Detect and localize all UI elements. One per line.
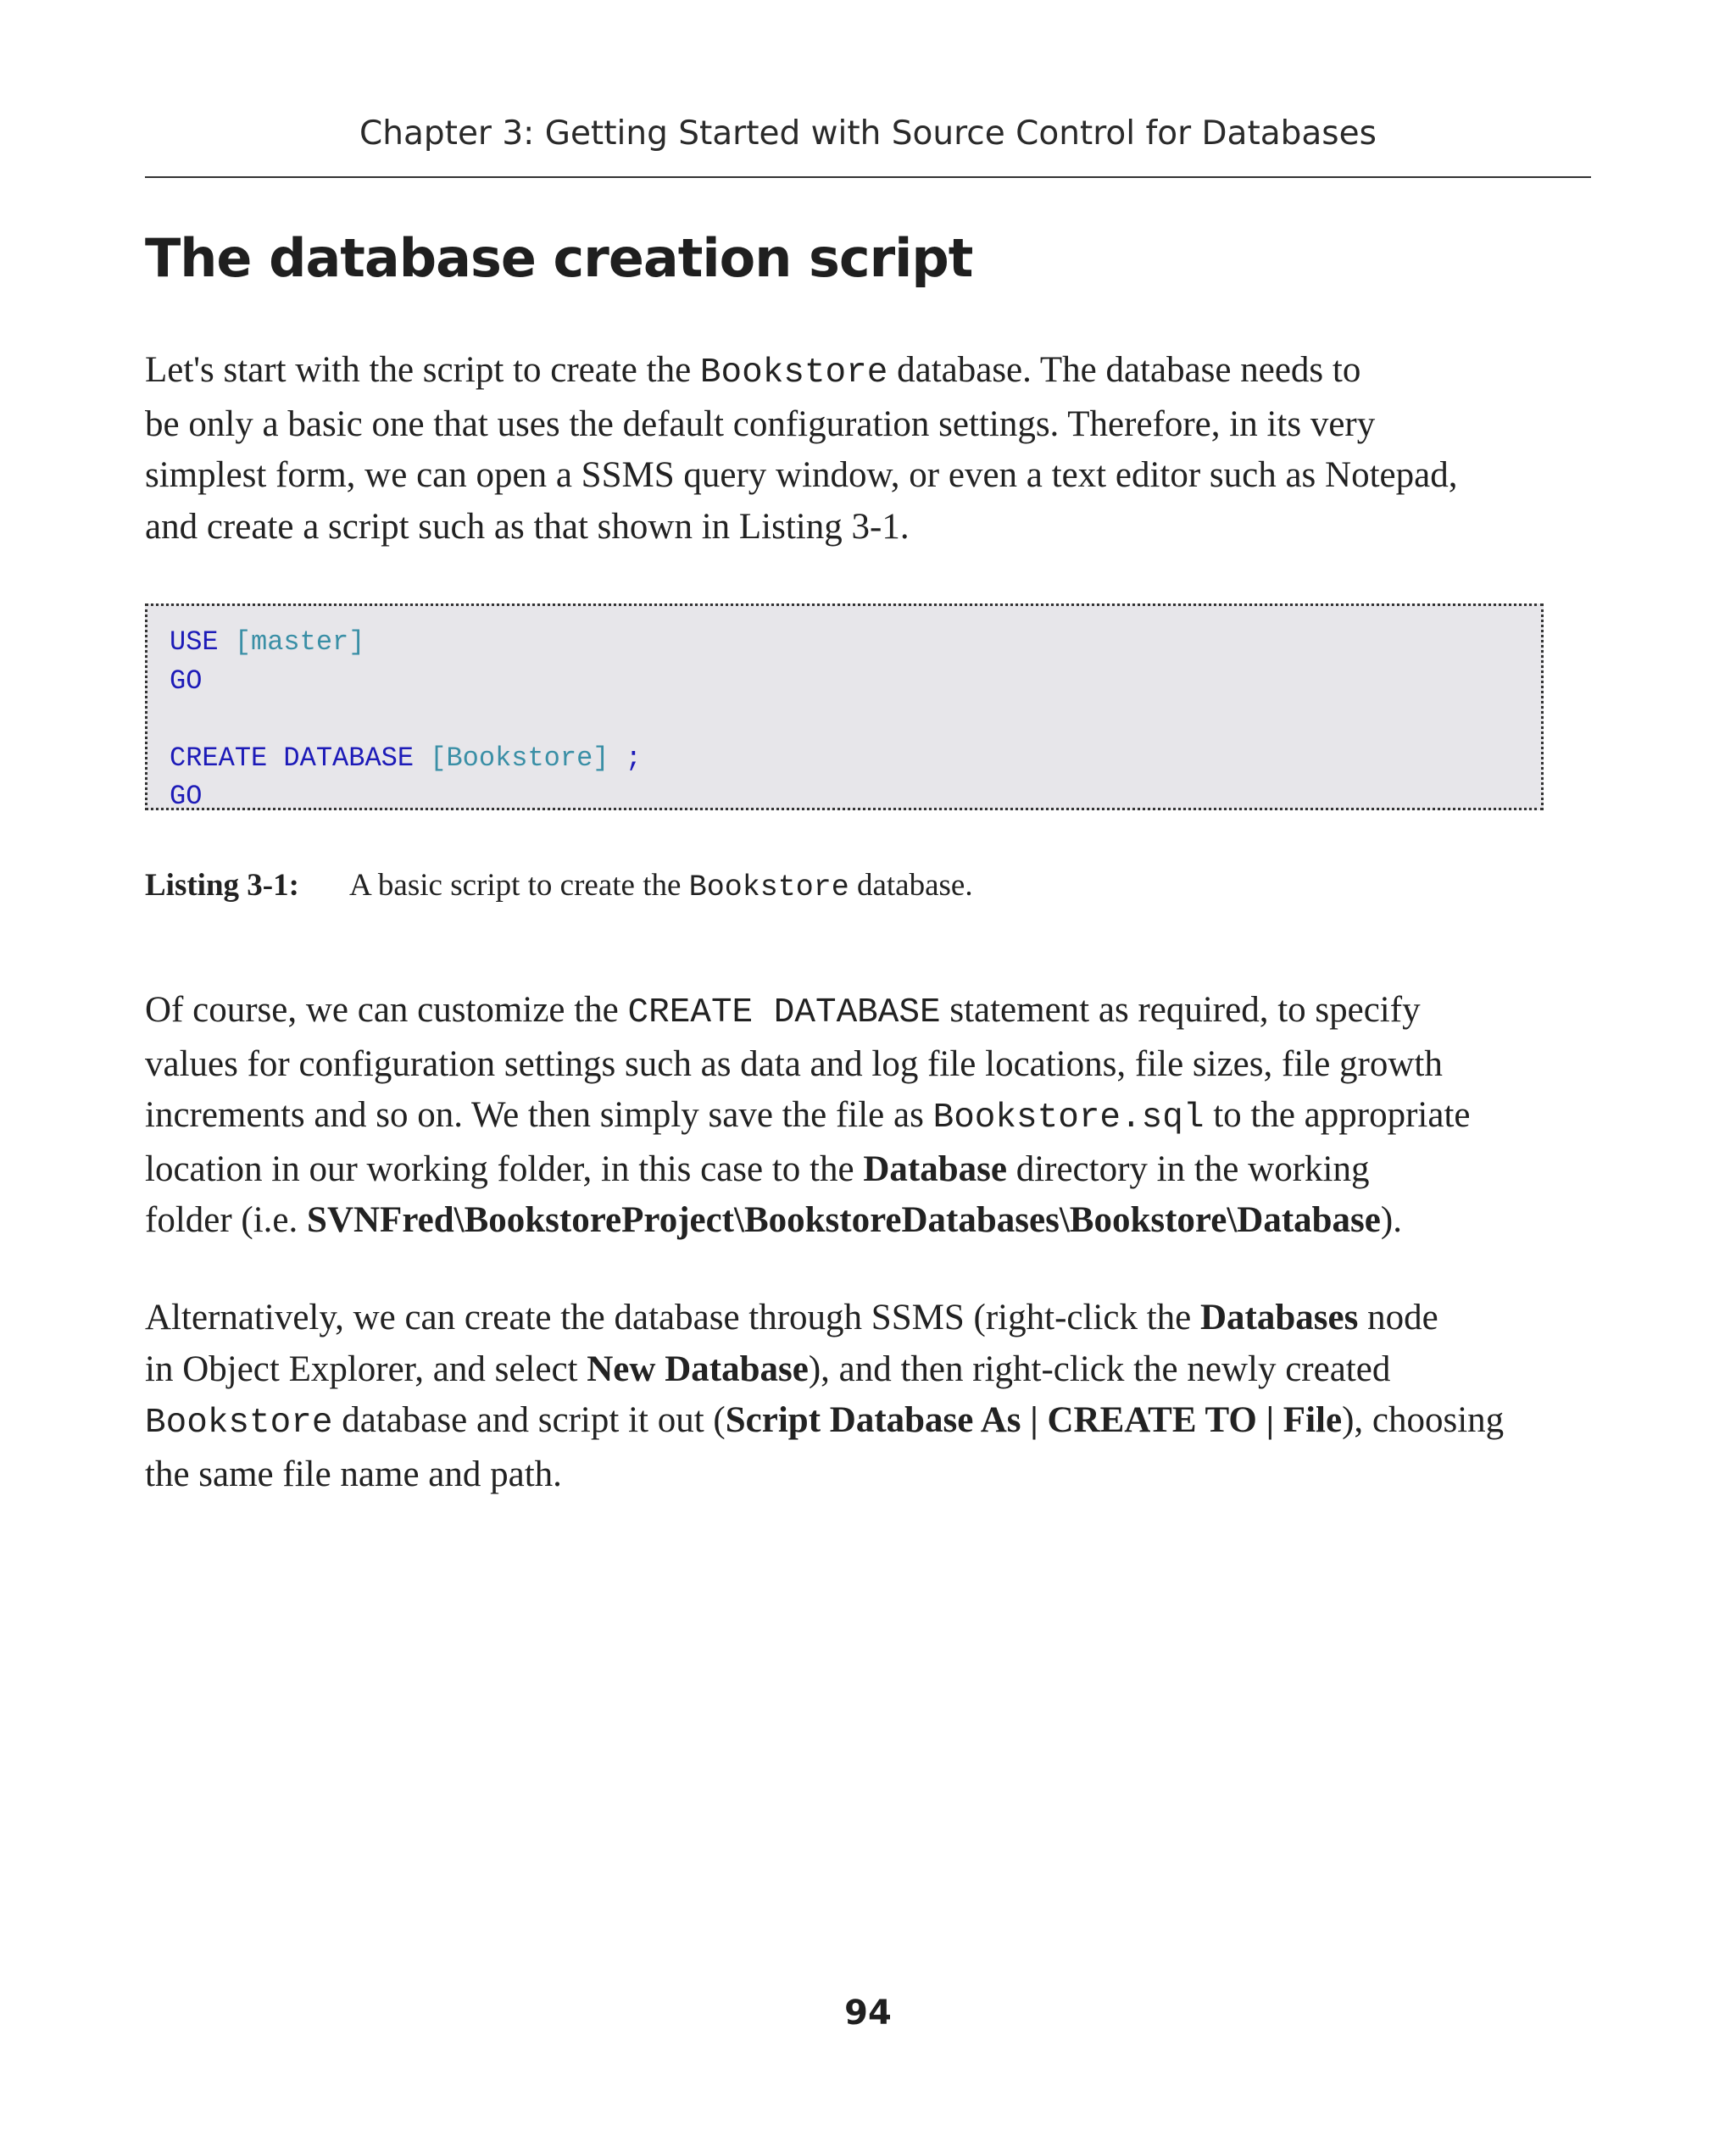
- text-run: database. The database needs to: [887, 350, 1361, 390]
- text-run: to the appropriate: [1204, 1095, 1471, 1135]
- paragraph-line: [145, 1344, 1596, 1396]
- code-line: [170, 623, 1541, 662]
- paragraph-line: simplest form, we can open a SSMS query window, or even a text editor such as Notepad,: [145, 455, 1458, 495]
- inline-code: CREATE DATABASE: [627, 993, 941, 1032]
- paragraph-line: values for configuration settings such as data and log file locations, file sizes, file growth: [145, 1043, 1443, 1084]
- caption-text: database.: [849, 868, 973, 903]
- text-run: in Object Explorer, and select: [145, 1349, 587, 1389]
- sql-keyword: GO: [170, 665, 203, 697]
- text-run: ).: [1380, 1200, 1402, 1240]
- code-listing: [145, 603, 1544, 810]
- bold-menu-path: Script Database As | CREATE TO | File: [725, 1400, 1343, 1440]
- inline-code: Bookstore.sql: [932, 1098, 1205, 1137]
- text-run: directory in the working: [1006, 1148, 1370, 1189]
- sql-keyword: GO: [170, 781, 203, 812]
- paragraph-line: [145, 985, 1596, 1039]
- code-line: [170, 739, 1541, 778]
- code-line-blank: [170, 700, 1541, 739]
- page-number: 94: [844, 1994, 892, 2033]
- text-run: ), choosing: [1342, 1400, 1505, 1440]
- inline-code: Bookstore: [145, 1404, 333, 1443]
- alternative-paragraph: [145, 1293, 1596, 1500]
- sql-keyword: USE: [170, 626, 219, 658]
- bold-term: Databases: [1199, 1298, 1359, 1337]
- text-run: Let's start with the script to create the: [145, 350, 700, 390]
- intro-paragraph: [145, 345, 1596, 553]
- text-run: Alternatively, we can create the database through SSMS (right-click the: [145, 1298, 1200, 1337]
- sql-identifier: [Bookstore]: [430, 742, 609, 774]
- text-run: node: [1358, 1298, 1438, 1337]
- customize-paragraph: [145, 985, 1596, 1247]
- caption-text: A basic script to create the: [349, 868, 689, 903]
- paragraph-line: and create a script such as that shown in Listing 3-1.: [145, 506, 910, 547]
- paragraph-line: be only a basic one that uses the default configuration settings. Therefore, in its very: [145, 403, 1376, 444]
- paragraph-line: [145, 1144, 1596, 1196]
- inline-code: Bookstore: [688, 870, 849, 904]
- bold-term: New Database: [587, 1349, 809, 1389]
- text-run: location in our working folder, in this case to the: [145, 1148, 864, 1189]
- paragraph-line: [145, 345, 1596, 399]
- bold-term: Database: [863, 1148, 1007, 1189]
- text-run: ), and then right-click the newly created: [808, 1349, 1391, 1389]
- listing-caption: [145, 865, 1586, 909]
- text-run: increments and so on. We then simply save the file as: [145, 1095, 933, 1135]
- running-header: Chapter 3: Getting Started with Source Control for Databases: [359, 114, 1377, 153]
- sql-identifier: [master]: [234, 626, 365, 658]
- paragraph-line: [145, 1395, 1596, 1449]
- code-line: [170, 662, 1541, 701]
- text-run: Of course, we can customize the: [145, 990, 628, 1030]
- text-run: statement as required, to specify: [940, 990, 1421, 1030]
- code-line: [170, 777, 1541, 816]
- sql-terminator: ;: [625, 742, 642, 774]
- paragraph-line: [145, 1293, 1596, 1344]
- inline-code: Bookstore: [699, 353, 888, 392]
- sql-keyword: CREATE DATABASE: [170, 742, 415, 774]
- paragraph-line: the same file name and path.: [145, 1454, 562, 1494]
- paragraph-line: [145, 1090, 1596, 1144]
- header-divider: [145, 176, 1591, 178]
- caption-label: Listing 3-1:: [145, 868, 299, 903]
- text-run: folder (i.e.: [145, 1200, 308, 1240]
- text-run: database and script it out (: [332, 1400, 726, 1440]
- bold-path: SVNFred\BookstoreProject\BookstoreDatabases\Bookstore\Database: [307, 1200, 1381, 1240]
- paragraph-line: [145, 1195, 1596, 1247]
- section-title: The database creation script: [145, 227, 973, 289]
